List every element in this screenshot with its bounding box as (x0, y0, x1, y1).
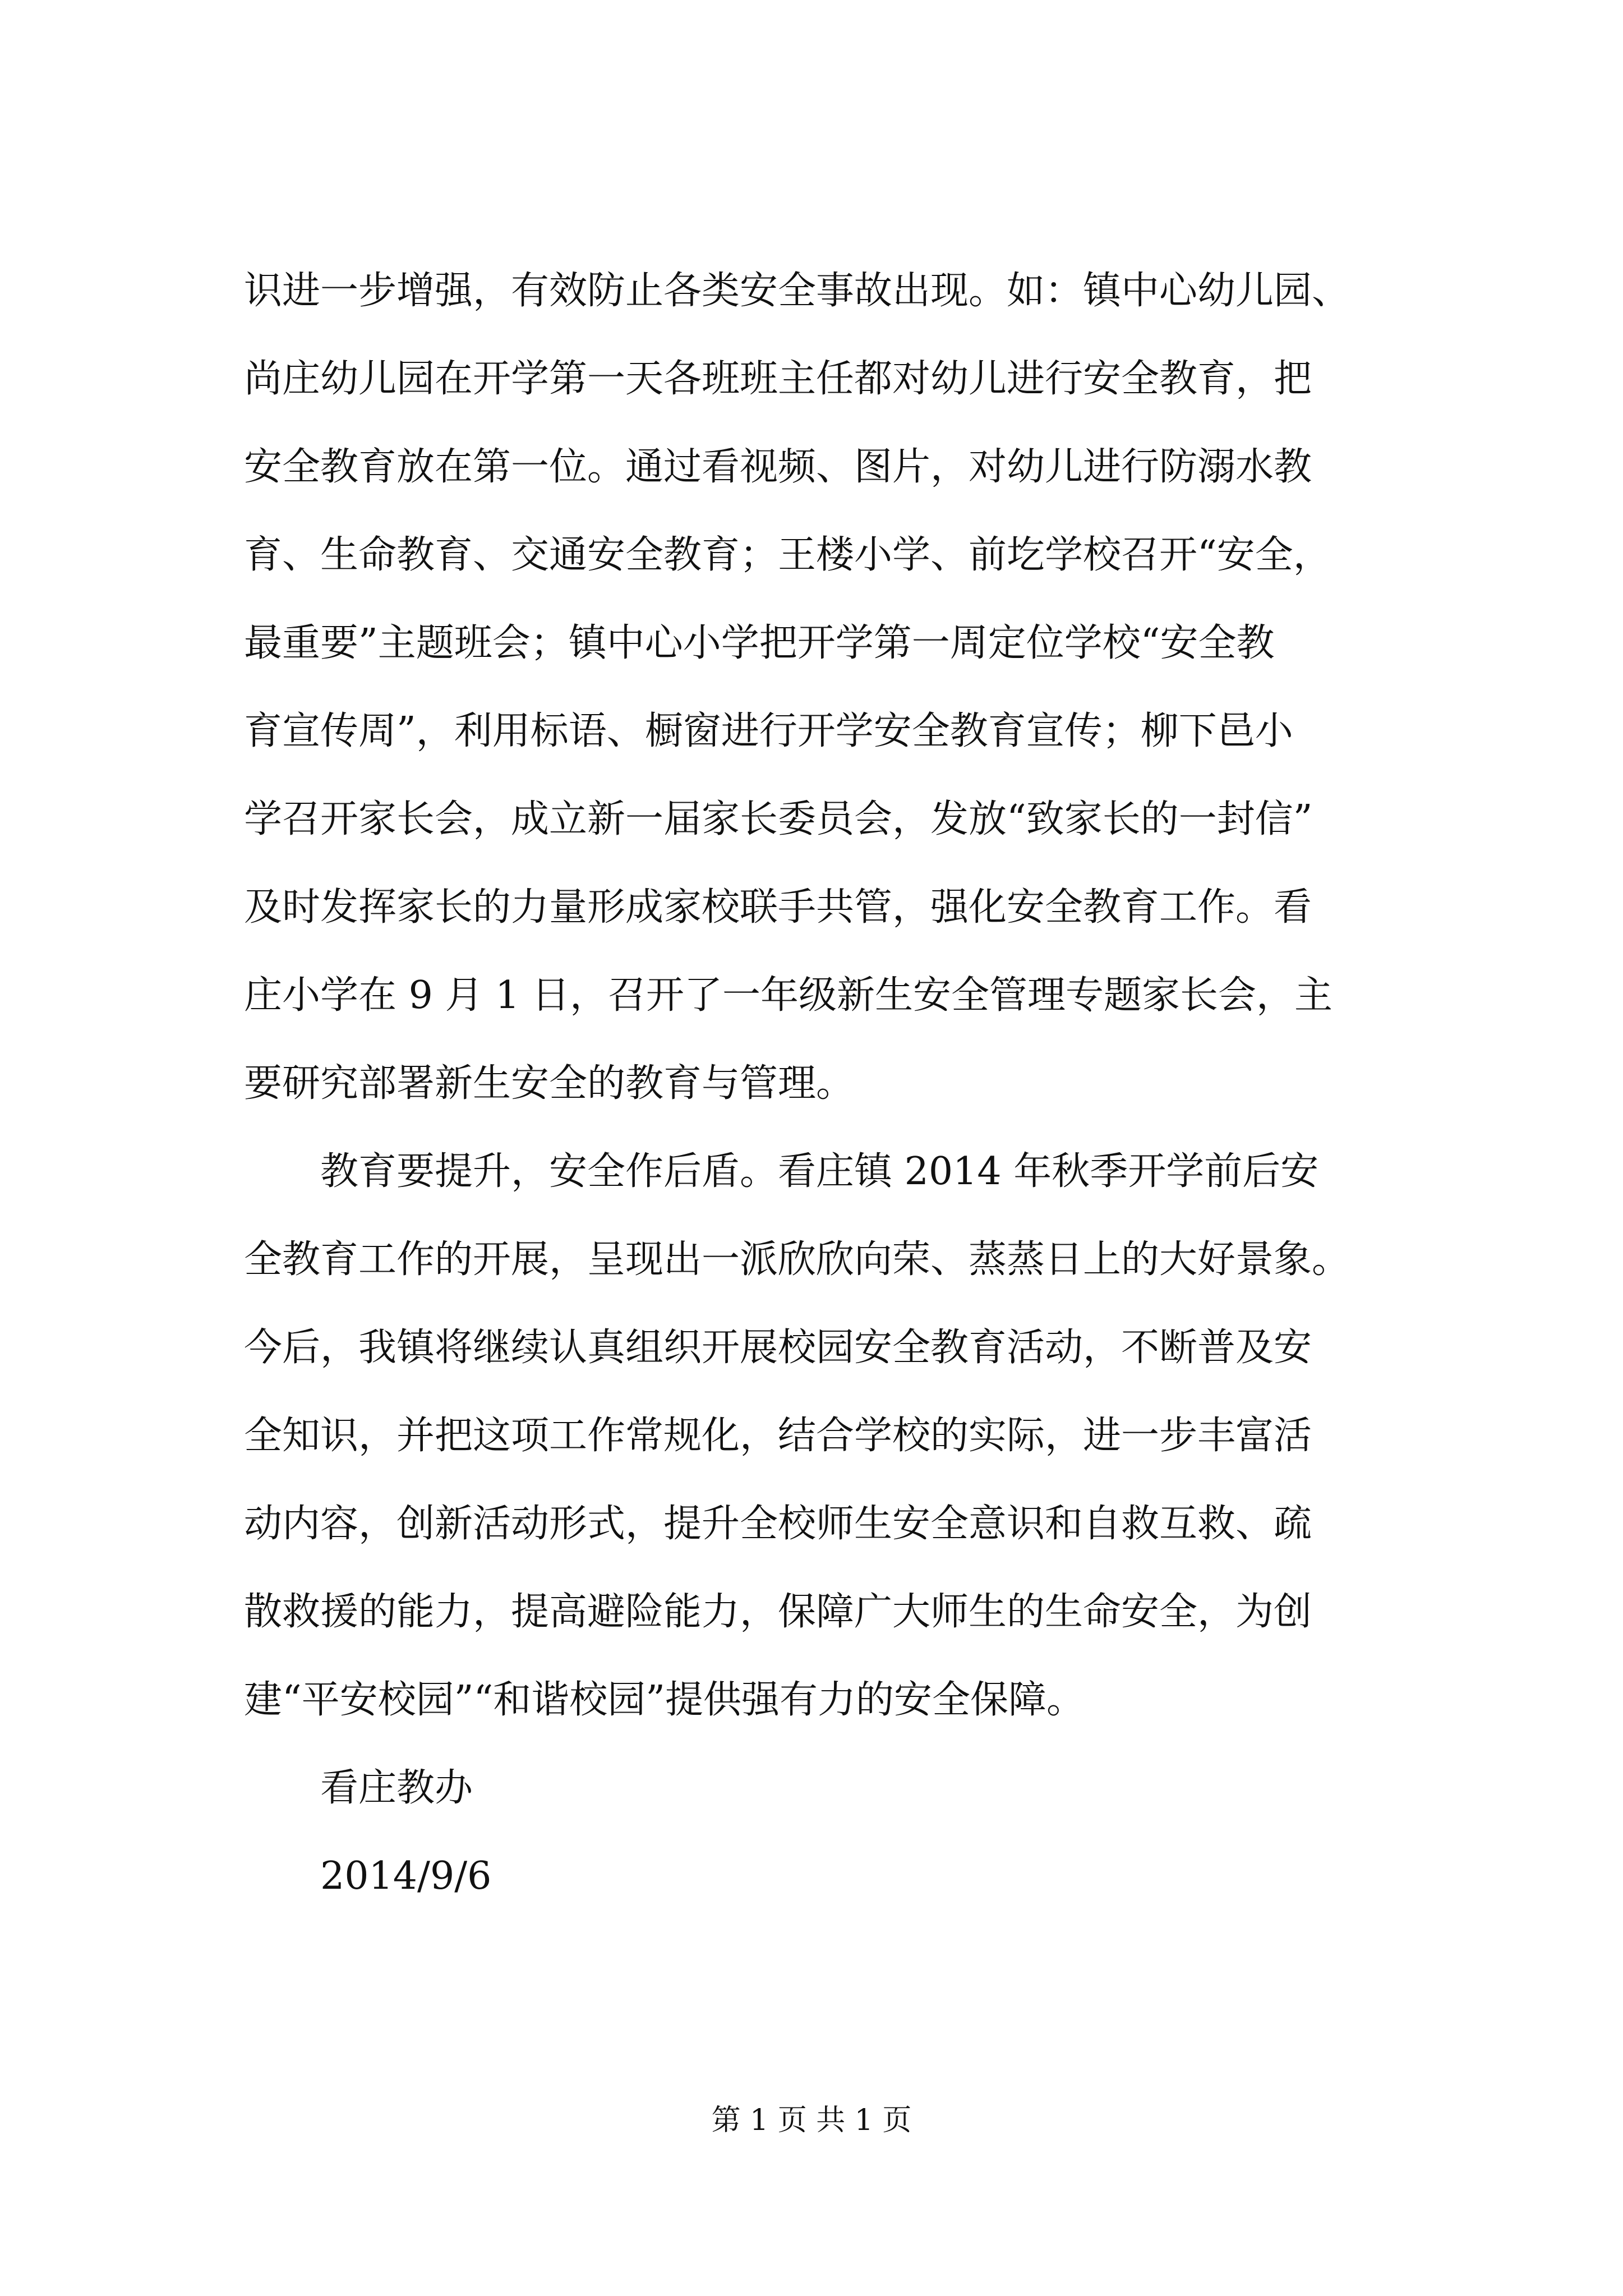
text-line: 今后，我镇将继续认真组织开展校园安全教育活动，不断普及安 (244, 1326, 1312, 1370)
text-line: 散救援的能力，提高避险能力，保障广大师生的生命安全，为创 (244, 1590, 1312, 1634)
signature-date: 2014/9/6 (320, 1854, 492, 1898)
paragraph (244, 247, 1422, 1128)
document-body (244, 247, 1422, 1920)
text-line: 学召开家长会，成立新一届家长委员会，发放“致家长的一封信” (244, 797, 1313, 841)
text-line: 及时发挥家长的力量形成家校联手共管，强化安全教育工作。看 (244, 885, 1312, 930)
text-line: 全知识，并把这项工作常规化，结合学校的实际，进一步丰富活 (244, 1414, 1312, 1458)
signature-org: 看庄教办 (320, 1766, 473, 1810)
text-line: 全教育工作的开展，呈现出一派欣欣向荣、蒸蒸日上的大好景象。 (244, 1237, 1350, 1282)
text-line: 育宣传周”，利用标语、橱窗进行开学安全教育宣传；柳下邑小 (244, 709, 1293, 753)
text-line: 教育要提升，安全作后盾。看庄镇 2014 年秋季开学前后安 (320, 1149, 1319, 1194)
text-line: 要研究部署新生安全的教育与管理。 (244, 1061, 855, 1106)
text-line: 庄小学在 9 月 1 日，召开了一年级新生安全管理专题家长会，主 (244, 973, 1332, 1018)
text-line: 最重要”主题班会；镇中心小学把开学第一周定位学校“安全教 (244, 621, 1275, 665)
text-line: 尚庄幼儿园在开学第一天各班班主任都对幼儿进行安全教育，把 (244, 357, 1312, 401)
page-footer: 第 1 页 共 1 页 (711, 2104, 912, 2137)
paragraph (244, 1128, 1422, 1744)
text-line: 育、生命教育、交通安全教育；王楼小学、前圪学校召开“安全， (244, 533, 1331, 577)
text-line: 动内容，创新活动形式，提升全校师生安全意识和自救互救、疏 (244, 1502, 1312, 1546)
text-line: 安全教育放在第一位。通过看视频、图片，对幼儿进行防溺水教 (244, 445, 1312, 489)
text-line: 识进一步增强，有效防止各类安全事故出现。如：镇中心幼儿园、 (244, 269, 1350, 313)
text-line: 建“平安校园”“和谐校园”提供强有力的安全保障。 (244, 1678, 1085, 1722)
